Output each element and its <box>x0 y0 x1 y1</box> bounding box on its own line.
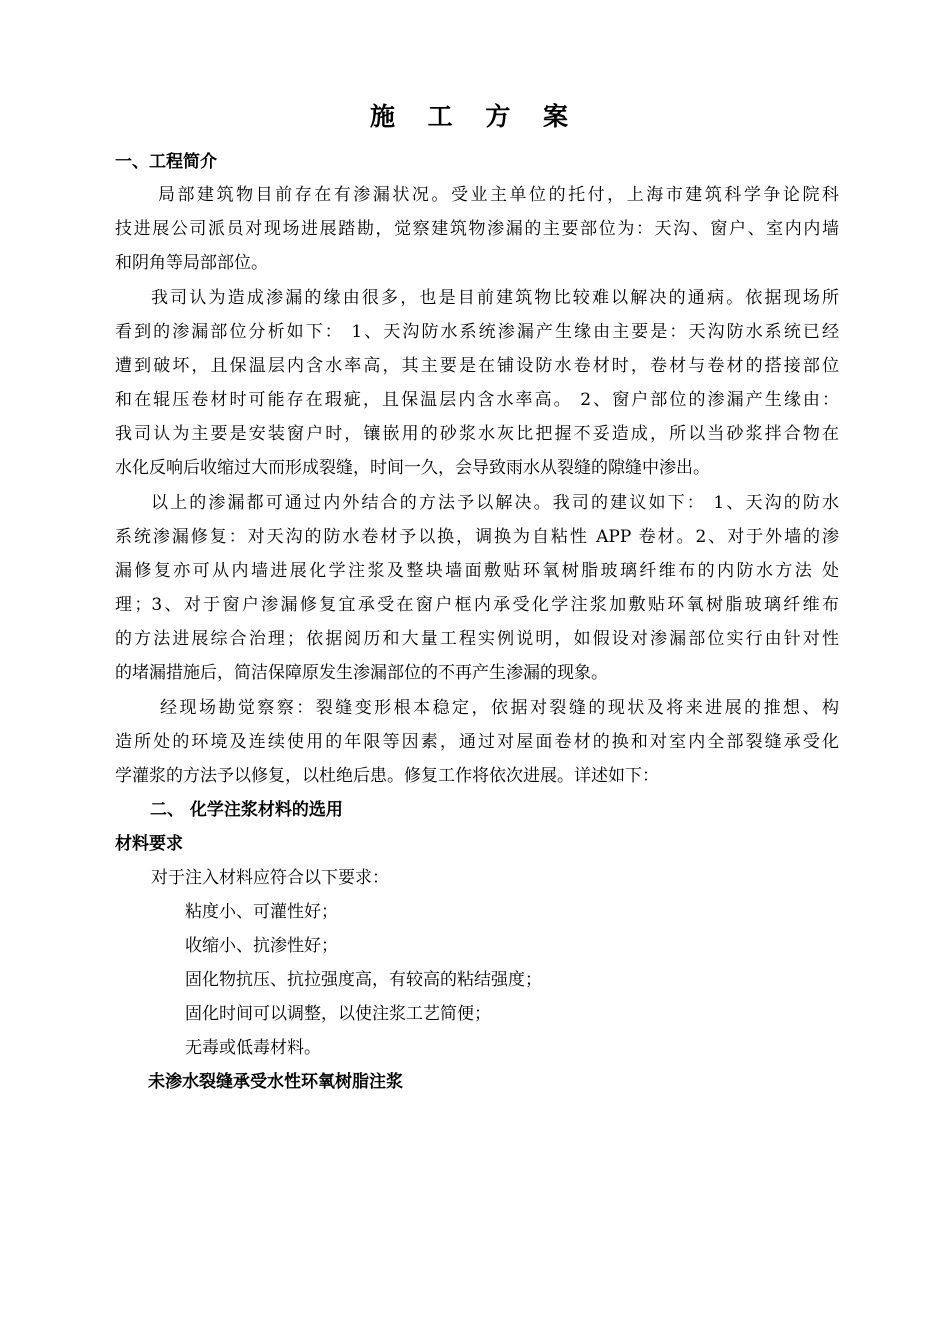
sub-heading-material-requirements: 材料要求 <box>115 834 183 854</box>
paragraph-line: 系统渗漏修复：对天沟的防水卷材予以换，调换为自粘性 APP 卷材。2、对于外墙的渗 <box>115 527 839 547</box>
paragraph-line: 我司认为造成渗漏的缘由很多，也是目前建筑物比较难以解决的通病。依据现场所 <box>151 288 839 308</box>
requirement-item: 无毒或低毒材料。 <box>185 1038 321 1058</box>
requirement-item: 固化时间可以调整，以使注浆工艺简便； <box>185 1004 491 1024</box>
paragraph-line: 看到的渗漏部位分析如下： 1、天沟防水系统渗漏产生缘由主要是：天沟防水系统已经 <box>115 322 839 342</box>
paragraph-line: 学灌浆的方法予以修复，以杜绝后患。修复工作将依次进展。详述如下： <box>115 766 659 786</box>
paragraph-line: 以上的渗漏都可通过内外结合的方法予以解决。我司的建议如下： 1、天沟的防水 <box>151 493 839 513</box>
paragraph-line: 和阴角等局部部位。 <box>115 253 268 273</box>
paragraph-line: 理；3、对于窗户渗漏修复宜承受在窗户框内承受化学注浆加敷贴环氧树脂玻璃纤维布 <box>115 595 839 615</box>
paragraph-line: 局部建筑物目前存在有渗漏状况。受业主单位的托付，上海市建筑科学争论院科 <box>158 185 839 205</box>
paragraph-line: 的方法进展综合治理；依据阅历和大量工程实例说明，如假设对渗漏部位实行由针对性 <box>115 629 839 649</box>
paragraph-line: 遭到破坏，且保温层内含水率高，其主要是在铺设防水卷材时，卷材与卷材的搭接部位 <box>115 356 839 376</box>
requirements-intro: 对于注入材料应符合以下要求： <box>151 868 389 888</box>
requirement-item: 收缩小、抗渗性好； <box>185 936 338 956</box>
paragraph-line: 漏修复亦可从内墙进展化学注浆及整块墙面敷贴环氧树脂玻璃纤维布的内防水方法 处 <box>115 561 839 581</box>
paragraph-line: 的堵漏措施后，简洁保障原发生渗漏部位的不再产生渗漏的现象。 <box>115 663 608 683</box>
paragraph-line: 造所处的环境及连续使用的年限等因素，通过对屋面卷材的换和对室内全部裂缝承受化 <box>115 732 839 752</box>
requirement-item: 粘度小、可灌性好； <box>185 902 338 922</box>
section-heading-project-intro: 一、工程简介 <box>115 152 217 172</box>
section-heading-grouting-materials: 二、 化学注浆材料的选用 <box>150 800 343 820</box>
paragraph-line: 我司认为主要是安装窗户时，镶嵌用的砂浆水灰比把握不妥造成，所以当砂浆拌合物在 <box>115 424 839 444</box>
document-title: 施 工 方 案 <box>369 102 581 131</box>
sub-heading-epoxy-grouting: 未渗水裂缝承受水性环氧树脂注浆 <box>148 1072 403 1092</box>
paragraph-line: 水化反响后收缩过大而形成裂缝，时间一久，会导致雨水从裂缝的隙缝中渗出。 <box>115 458 710 478</box>
requirement-item: 固化物抗压、抗拉强度高，有较高的粘结强度； <box>185 970 542 990</box>
paragraph-line: 技进展公司派员对现场进展踏勘，觉察建筑物渗漏的主要部位为：天沟、窗户、室内内墙 <box>115 219 839 239</box>
paragraph-line: 和在辊压卷材时可能存在瑕疵，且保温层内含水率高。 2、窗户部位的渗漏产生缘由： <box>115 390 839 410</box>
paragraph-line: 经现场勘觉察察：裂缝变形根本稳定，依据对裂缝的现状及将来进展的推想、构 <box>160 698 839 718</box>
